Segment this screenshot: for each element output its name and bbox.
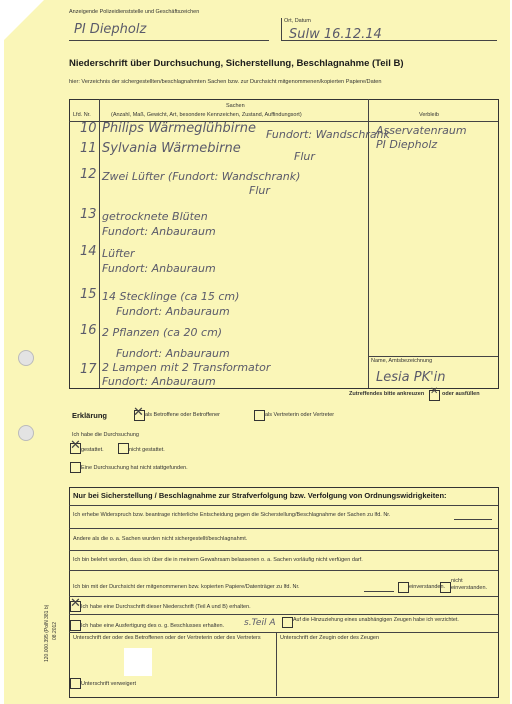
column-header-sachen-sub: (Anzahl, Maß, Gewicht, Art, besondere Kennzeichen, Zustand, Auffindungsort) <box>111 112 302 118</box>
item-nr: 10 <box>80 121 97 136</box>
item-nr: 15 <box>80 287 97 302</box>
nicht-einverstanden-checkbox[interactable] <box>440 582 451 593</box>
vertreter-label: als Vertreterin oder Vertreter <box>265 412 335 418</box>
signature-right-label: Unterschrift der Zeugin oder des Zeugen <box>280 635 380 641</box>
belehrt-text: Ich bin belehrt worden, dass ich über die in meinem Gewahrsam belassenen o. a. Sachen vorläufig nicht verfügen darf. <box>73 557 363 563</box>
section-two-title: Nur bei Sicherstellung / Beschlagnahme zur Strafverfolgung bzw. Verfolgung von Ordnungswidrigkeiten: <box>73 491 447 500</box>
ausfertigung-handwritten: s.Teil A <box>244 618 276 628</box>
ausfertigung-checkbox[interactable] <box>70 620 81 631</box>
andere-sachen-text: Andere als die o. a. Sachen wurden nicht sichergestellt/beschlagnahmt. <box>73 536 248 542</box>
divider <box>69 614 498 615</box>
column-header-sachen: Sachen <box>226 103 245 109</box>
official-label: Name, Amtsbezeichnung <box>371 358 433 364</box>
official-signature: Lesia PK'in <box>376 370 446 385</box>
ankreuzen-note: Zutreffendes bitte ankreuzen <box>349 391 425 397</box>
checkmark-icon: ✕ <box>133 404 144 419</box>
erklaerung-title: Erklärung <box>72 411 108 420</box>
place-date-label: Ort, Datum <box>284 18 311 24</box>
form-sheet <box>4 0 510 704</box>
durchsuchung-label: Ich habe die Durchsuchung <box>72 432 139 438</box>
form-date: 08.2012 <box>52 621 58 640</box>
item-nr: 16 <box>80 323 97 338</box>
form-title: Niederschrift über Durchsuchung, Sicherstellung, Beschlagnahme (Teil B) <box>69 58 404 69</box>
verweigert-label: Unterschrift verweigert <box>81 681 137 687</box>
signature-left-label: Unterschrift der oder des Betroffenen oder der Vertreterin oder des Vertreters <box>73 635 261 641</box>
lfd-nr-field[interactable] <box>454 519 492 520</box>
item-extra: Flur <box>294 150 315 163</box>
divider <box>368 356 498 357</box>
item-nr: 13 <box>80 207 97 222</box>
betroffener-label: als Betroffene oder Betroffener <box>145 412 221 418</box>
divider <box>281 18 282 40</box>
verbleib-line-2: PI Diepholz <box>376 138 438 151</box>
item-extra: Fundort: Anbauraum <box>116 347 230 360</box>
form-subtitle: hier: Verzeichnis der sichergestellten/beschlagnahmten Sachen bzw. zur Durchsicht mitgenommenen/kopierten Papiere/Daten <box>69 79 382 85</box>
item-nr: 14 <box>80 244 97 259</box>
durchsicht-nr-field[interactable] <box>364 591 394 592</box>
table-column-rule <box>368 99 369 388</box>
redacted-signature <box>124 648 152 676</box>
durchschrift-text: Ich habe eine Durchschrift dieser Niederschrift (Teil A und B) erhalten. <box>81 604 251 610</box>
item-text: getrocknete Blüten <box>102 210 208 223</box>
divider <box>276 632 277 696</box>
nicht-stattgefunden-checkbox[interactable] <box>70 462 81 473</box>
place-date-value: Sulw 16.12.14 <box>289 27 382 42</box>
punch-hole-icon <box>18 425 34 441</box>
authority-label: Anzeigende Polizeidienststelle und Geschäftszeichen <box>69 9 200 15</box>
item-text: 2 Pflanzen (ca 20 cm) <box>102 326 223 339</box>
item-extra: Fundort: Anbauraum <box>116 305 230 318</box>
widerspruch-text: Ich erhebe Widerspruch bzw. beantrage richterliche Entscheidung gegen die Sicherstellung/Beschlagnahme der Sachen zu lfd. Nr. <box>73 512 391 518</box>
divider <box>281 40 497 41</box>
divider <box>69 40 269 41</box>
item-nr: 11 <box>80 141 97 156</box>
divider <box>69 528 498 529</box>
nicht-label: nicht <box>451 578 463 584</box>
item-nr: 17 <box>80 362 97 377</box>
item-extra: Fundort: Wandschrank <box>266 128 390 141</box>
checkmark-icon: ✕ <box>430 386 439 397</box>
folded-corner <box>4 0 44 40</box>
checkmark-icon: ✕ <box>70 437 81 452</box>
form-number: 120.000.395 (PolN 381 b) <box>44 604 50 662</box>
gestattet-label: gestattet. <box>81 447 104 453</box>
zeugen-checkbox[interactable] <box>282 617 293 628</box>
nicht-stattgefunden-label: Eine Durchsuchung hat nicht stattgefunden. <box>81 465 188 471</box>
divider <box>69 505 498 506</box>
divider <box>69 632 498 633</box>
nicht-einverstanden-label: einverstanden. <box>451 585 488 591</box>
verbleib-line-1: Asservatenraum <box>376 124 467 137</box>
column-header-nr: Lfd. Nr. <box>73 112 91 118</box>
vertreter-checkbox[interactable] <box>254 410 265 421</box>
einverstanden-checkbox[interactable] <box>398 582 409 593</box>
divider <box>69 596 498 597</box>
einverstanden-label: einverstanden. <box>409 584 446 590</box>
zeugen-text: Auf die Hinzuziehung eines unabhängigen Zeugen habe ich verzichtet. <box>293 617 459 623</box>
item-extra: Fundort: Anbauraum <box>102 225 216 238</box>
item-text: Lüfter <box>102 247 135 260</box>
authority-value: PI Diepholz <box>74 22 147 37</box>
checkmark-icon: ✕ <box>70 595 81 610</box>
item-text: Zwei Lüfter (Fundort: Wandschrank) <box>102 170 301 183</box>
verweigert-checkbox[interactable] <box>70 678 81 689</box>
item-extra: Flur <box>249 184 270 197</box>
divider <box>69 570 498 571</box>
nicht-gestattet-checkbox[interactable] <box>118 443 129 454</box>
durchsicht-text: Ich bin mit der Durchsicht der mitgenommenen bzw. kopierten Papiere/Datenträger zu lfd. Nr. <box>73 584 300 590</box>
nicht-gestattet-label: nicht gestattet. <box>129 447 165 453</box>
item-text: 2 Lampen mit 2 Transformator <box>102 361 271 374</box>
column-header-verbleib: Verbleib <box>419 112 439 118</box>
item-extra: Fundort: Anbauraum <box>102 262 216 275</box>
table-column-rule <box>99 99 100 388</box>
item-text: Sylvania Wärmebirne <box>102 141 241 156</box>
item-text: 14 Stecklinge (ca 15 cm) <box>102 290 240 303</box>
item-extra: Fundort: Anbauraum <box>102 375 216 388</box>
punch-hole-icon <box>18 350 34 366</box>
divider <box>69 550 498 551</box>
item-nr: 12 <box>80 167 97 182</box>
item-text: Philips Wärmeglühbirne <box>102 121 256 136</box>
ausfuellen-note: oder ausfüllen <box>442 391 480 397</box>
ausfertigung-text: Ich habe eine Ausfertigung des o. g. Beschlusses erhalten. <box>81 623 225 629</box>
